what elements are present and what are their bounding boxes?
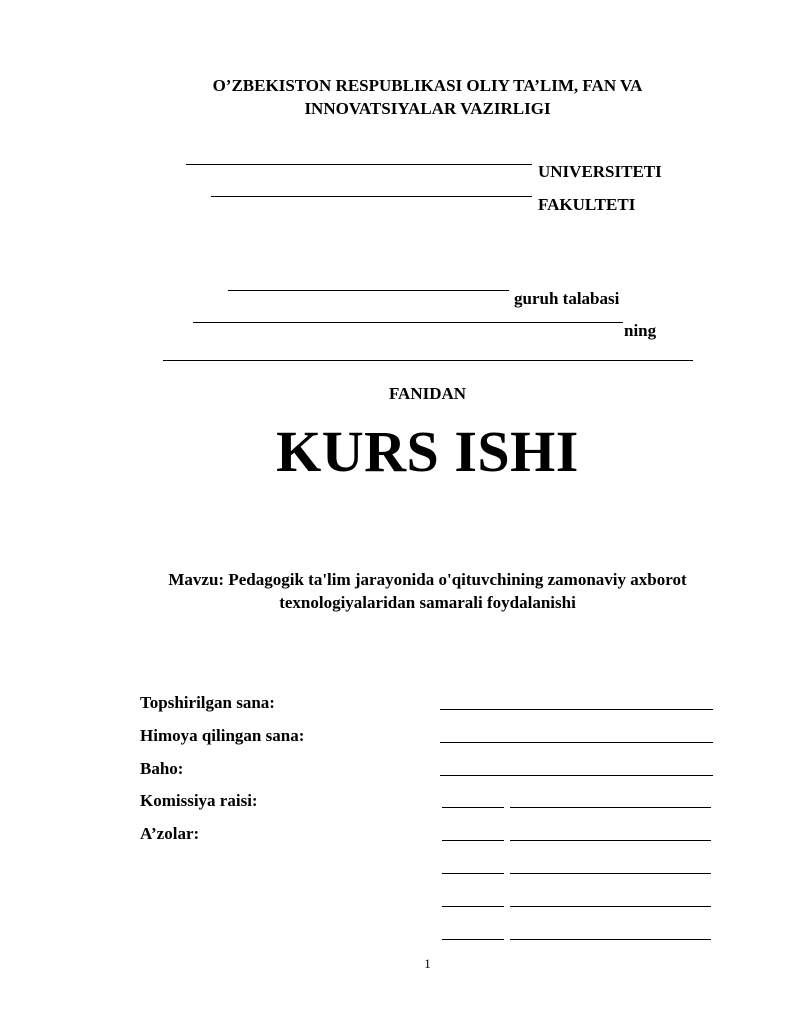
member2-long-line — [510, 873, 711, 874]
chair-short-line — [442, 807, 504, 808]
members-label: A’zolar: — [140, 824, 200, 843]
topic-line1: Mavzu: Pedagogik ta'lim jarayonida o'qituvchining zamonaviy axborot — [168, 570, 687, 589]
document-title: KURS ISHI — [276, 419, 579, 484]
subject-label: FANIDAN — [388, 384, 467, 403]
member1-short-line — [442, 840, 504, 841]
ministry-title-line2: INNOVATSIYALAR VAZIRLIGI — [304, 99, 551, 118]
university-blank-line — [186, 164, 532, 165]
group-student-label: guruh talabasi — [514, 289, 620, 308]
page-number: 1 — [424, 956, 431, 971]
university-label: UNIVERSITETI — [538, 162, 662, 181]
commission-chair-label: Komissiya raisi: — [140, 791, 258, 810]
member3-short-line — [442, 906, 504, 907]
chair-long-line — [510, 807, 711, 808]
grade-line — [440, 775, 713, 776]
topic-line2: texnologiyalaridan samarali foydalanishi — [279, 593, 576, 612]
submitted-date-line — [440, 709, 713, 710]
defended-date-line — [440, 742, 713, 743]
submitted-date-label: Topshirilgan sana: — [140, 693, 275, 712]
student-name-blank-line — [193, 322, 623, 323]
defended-date-label: Himoya qilingan sana: — [140, 726, 305, 745]
student-name-suffix: ning — [624, 321, 657, 340]
faculty-blank-line — [211, 196, 532, 197]
member2-short-line — [442, 873, 504, 874]
subject-blank-line — [163, 360, 693, 361]
group-blank-line — [228, 290, 509, 291]
member3-long-line — [510, 906, 711, 907]
member1-long-line — [510, 840, 711, 841]
faculty-label: FAKULTETI — [538, 195, 636, 214]
grade-label: Baho: — [140, 759, 184, 778]
member4-long-line — [510, 939, 711, 940]
ministry-title-line1: O’ZBEKISTON RESPUBLIKASI OLIY TA’LIM, FAN VA — [212, 76, 643, 95]
member4-short-line — [442, 939, 504, 940]
